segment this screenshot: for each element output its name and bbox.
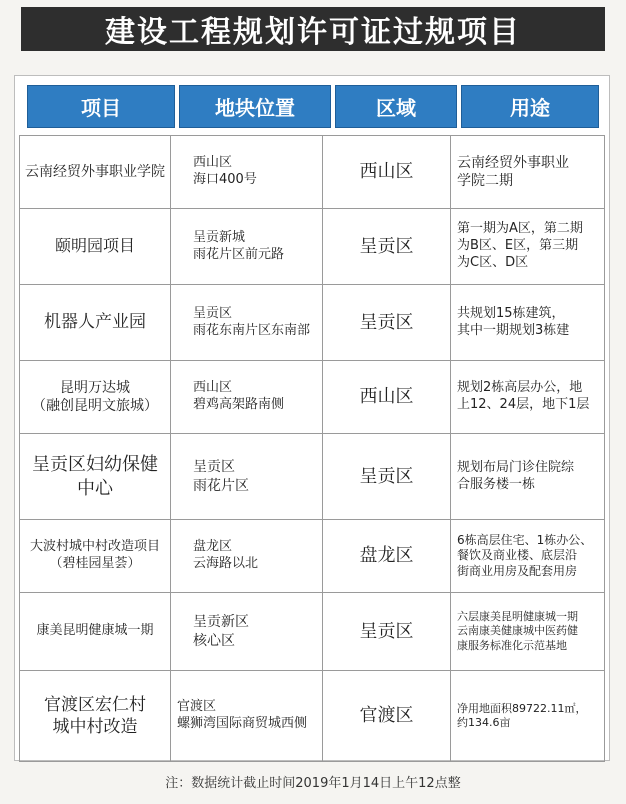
project-area: 盘龙区 <box>323 520 451 592</box>
project-area: 西山区 <box>323 136 451 208</box>
project-area: 西山区 <box>323 361 451 433</box>
table-row <box>19 361 605 434</box>
table-row <box>19 520 605 593</box>
footnote: 注：数据统计截止时间2019年1月14日上午12点整 <box>165 776 461 791</box>
project-area: 呈贡区 <box>323 285 451 360</box>
project-name: 呈贡区妇幼保健 中心 <box>19 434 171 519</box>
projects-table <box>14 75 610 761</box>
header-project: 项目 <box>25 83 177 130</box>
project-name: 大波村城中村改造项目 （碧桂园星荟） <box>19 520 171 592</box>
table-row <box>19 209 605 285</box>
table-row <box>19 434 605 520</box>
table-row <box>19 285 605 361</box>
project-use: 云南经贸外事职业 学院二期 <box>451 136 605 208</box>
project-use: 规划2栋高层办公，地 上12、24层，地下1层 <box>451 361 605 433</box>
project-name: 颐明园项目 <box>19 209 171 284</box>
project-use: 6栋高层住宅、1栋办公、 餐饮及商业楼、底层沿 街商业用房及配套用房 <box>451 520 605 592</box>
project-area: 呈贡区 <box>323 593 451 670</box>
project-use: 第一期为A区，第二期 为B区、E区，第三期 为C区、D区 <box>451 209 605 284</box>
project-area: 呈贡区 <box>323 209 451 284</box>
project-location: 西山区 碧鸡高架路南侧 <box>171 361 323 433</box>
project-location: 呈贡新城 雨花片区前元路 <box>171 209 323 284</box>
project-location: 呈贡新区 核心区 <box>171 593 323 670</box>
header-area: 区域 <box>333 83 459 130</box>
project-name: 云南经贸外事职业学院 <box>19 136 171 208</box>
table-header <box>25 83 601 130</box>
header-location: 地块位置 <box>177 83 333 130</box>
project-location: 呈贡区 雨花片区 <box>171 434 323 519</box>
title-banner <box>21 7 605 51</box>
project-location: 盘龙区 云海路以北 <box>171 520 323 592</box>
project-use: 净用地面积89722.11㎡， 约134.6亩 <box>451 671 605 761</box>
project-use: 共规划15栋建筑， 其中一期规划3栋建 <box>451 285 605 360</box>
table-row <box>19 593 605 671</box>
project-use: 六层康美昆明健康城一期 云南康美健康城中医药健 康服务标准化示范基地 <box>451 593 605 670</box>
project-name: 官渡区宏仁村 城中村改造 <box>19 671 171 761</box>
project-use: 规划布局门诊住院综 合服务楼一栋 <box>451 434 605 519</box>
project-name: 昆明万达城 （融创昆明文旅城） <box>19 361 171 433</box>
project-area: 官渡区 <box>323 671 451 761</box>
table-row <box>19 136 605 209</box>
project-name: 康美昆明健康城一期 <box>19 593 171 670</box>
table-body <box>19 135 605 762</box>
project-area: 呈贡区 <box>323 434 451 519</box>
page-title: 建设工程规划许可证过规项目 <box>105 15 521 50</box>
project-name: 机器人产业园 <box>19 285 171 360</box>
table-row <box>19 671 605 762</box>
project-location: 呈贡区 雨花东南片区东南部 <box>171 285 323 360</box>
project-location: 西山区 海口400号 <box>171 136 323 208</box>
header-use: 用途 <box>459 83 601 130</box>
project-location: 官渡区 螺狮湾国际商贸城西侧 <box>171 671 323 761</box>
